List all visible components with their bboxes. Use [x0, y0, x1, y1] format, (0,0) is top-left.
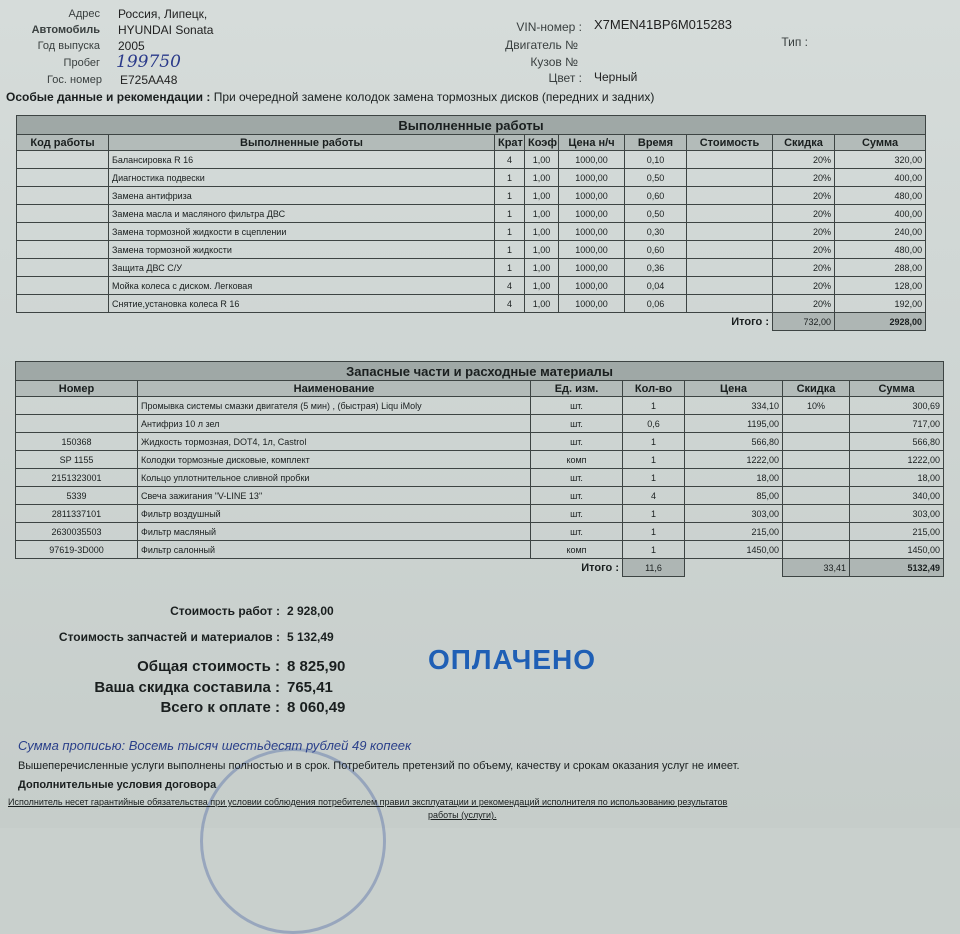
table-row — [17, 205, 926, 223]
works-cell-code — [17, 223, 109, 241]
car-label: Автомобиль — [31, 24, 100, 36]
works-total-label: Итого : — [731, 315, 769, 328]
table-row — [16, 505, 944, 523]
parts-cell-sum: 303,00 — [850, 505, 944, 523]
company-seal — [200, 748, 386, 934]
pay-value: 8 060,49 — [287, 699, 346, 716]
works-cell-sum: 480,00 — [835, 241, 926, 259]
notes-row — [6, 90, 654, 104]
works-cell-sum: 400,00 — [835, 205, 926, 223]
table-row — [16, 397, 944, 415]
works-cell-time: 0,60 — [625, 241, 687, 259]
works-cell-name: Замена масла и масляного фильтра ДВС — [109, 205, 495, 223]
parts-cell-price: 566,80 — [685, 433, 783, 451]
parts-total-sum: 5132,49 — [850, 559, 944, 577]
works-cost-label: Стоимость работ : — [170, 604, 280, 618]
works-col-header: Код работы — [17, 135, 109, 151]
parts-col-header: Цена — [685, 381, 783, 397]
parts-cell-sum: 717,00 — [850, 415, 944, 433]
parts-cell-price: 85,00 — [685, 487, 783, 505]
parts-caption: Запасные части и расходные материалы — [16, 362, 944, 381]
works-cell-price: 1000,00 — [559, 259, 625, 277]
table-row — [17, 187, 926, 205]
works-cell-koef: 1,00 — [525, 187, 559, 205]
works-col-header: Стоимость — [687, 135, 773, 151]
table-row — [16, 451, 944, 469]
parts-col-header: Кол-во — [623, 381, 685, 397]
parts-cell-sum: 1450,00 — [850, 541, 944, 559]
parts-cell-discount — [783, 523, 850, 541]
works-cell-price: 1000,00 — [559, 151, 625, 169]
parts-cell-qty: 1 — [623, 451, 685, 469]
parts-cell-discount — [783, 541, 850, 559]
works-cell-cost — [687, 223, 773, 241]
works-total-discount: 732,00 — [773, 313, 835, 331]
parts-cell-name: Фильтр масляный — [138, 523, 531, 541]
completion-statement: Вышеперечисленные услуги выполнены полностью и в срок. Потребитель претензий по объему, качеству и срокам оказания услуг не имеет. — [18, 760, 740, 772]
mileage-label: Пробег — [63, 57, 100, 69]
works-cell-price: 1000,00 — [559, 187, 625, 205]
parts-total-label: Итого : — [581, 561, 619, 574]
parts-cell-num: 2630035503 — [16, 523, 138, 541]
works-cell-discount: 20% — [773, 277, 835, 295]
parts-cell-sum: 215,00 — [850, 523, 944, 541]
works-cell-time: 0,60 — [625, 187, 687, 205]
works-cell-time: 0,50 — [625, 169, 687, 187]
works-caption: Выполненные работы — [17, 116, 926, 135]
mileage-value: 199750 — [116, 52, 181, 72]
works-header-row — [17, 135, 926, 151]
works-cell-time: 0,10 — [625, 151, 687, 169]
parts-cell-name: Фильтр салонный — [138, 541, 531, 559]
works-cell-name: Замена тормозной жидкости — [109, 241, 495, 259]
parts-cell-discount — [783, 451, 850, 469]
vin-label: VIN-номер : — [516, 20, 582, 34]
parts-cell-qty: 1 — [623, 541, 685, 559]
works-cell-cost — [687, 187, 773, 205]
parts-cell-sum: 300,69 — [850, 397, 944, 415]
works-col-header: Выполненные работы — [109, 135, 495, 151]
notes-value: При очередной замене колодок замена тормозных дисков (передних и задних) — [213, 90, 655, 104]
parts-cost-label: Стоимость запчастей и материалов : — [58, 630, 280, 644]
table-row — [16, 487, 944, 505]
works-cell-krat: 1 — [495, 241, 525, 259]
parts-cell-unit: шт. — [531, 397, 623, 415]
parts-cell-qty: 0,6 — [623, 415, 685, 433]
parts-cell-num: 2811337101 — [16, 505, 138, 523]
table-row — [16, 523, 944, 541]
type-label: Тип : — [781, 35, 808, 49]
works-cell-sum: 320,00 — [835, 151, 926, 169]
works-cell-code — [17, 187, 109, 205]
parts-cell-name: Кольцо уплотнительное сливной пробки — [138, 469, 531, 487]
works-cell-name: Замена антифриза — [109, 187, 495, 205]
body-label: Кузов № — [530, 55, 578, 69]
parts-col-header: Сумма — [850, 381, 944, 397]
works-cell-krat: 1 — [495, 223, 525, 241]
works-total-row — [17, 313, 926, 331]
table-row — [17, 151, 926, 169]
parts-col-header: Наименование — [138, 381, 531, 397]
works-cell-sum: 128,00 — [835, 277, 926, 295]
parts-cell-discount — [783, 505, 850, 523]
works-cell-name: Защита ДВС С/У — [109, 259, 495, 277]
parts-cell-num: 5339 — [16, 487, 138, 505]
parts-cell-discount — [783, 433, 850, 451]
works-cell-koef: 1,00 — [525, 169, 559, 187]
parts-cell-sum: 340,00 — [850, 487, 944, 505]
works-cell-cost — [687, 259, 773, 277]
plate-label: Гос. номер — [47, 74, 102, 86]
works-cell-discount: 20% — [773, 205, 835, 223]
parts-cell-name: Фильтр воздушный — [138, 505, 531, 523]
parts-cell-sum: 18,00 — [850, 469, 944, 487]
parts-cell-unit: шт. — [531, 505, 623, 523]
works-cell-koef: 1,00 — [525, 277, 559, 295]
works-cell-krat: 4 — [495, 151, 525, 169]
parts-cell-unit: шт. — [531, 523, 623, 541]
works-cell-koef: 1,00 — [525, 223, 559, 241]
year-value: 2005 — [118, 39, 145, 53]
works-cell-sum: 240,00 — [835, 223, 926, 241]
plate-value: Е725АА48 — [120, 73, 178, 87]
amount-in-words: Сумма прописью: Восемь тысяч шестьдесят рублей 49 копеек — [18, 738, 412, 753]
table-row — [16, 541, 944, 559]
works-cell-price: 1000,00 — [559, 295, 625, 313]
works-col-header: Крат — [495, 135, 525, 151]
works-cell-koef: 1,00 — [525, 205, 559, 223]
parts-table — [15, 361, 944, 577]
works-cell-price: 1000,00 — [559, 241, 625, 259]
table-row — [17, 259, 926, 277]
parts-cell-num: 2151323001 — [16, 469, 138, 487]
table-row — [16, 415, 944, 433]
parts-cell-price: 215,00 — [685, 523, 783, 541]
parts-cell-name: Промывка системы смазки двигателя (5 мин) , (быстрая) Liqu iMoly — [138, 397, 531, 415]
total-cost-value: 8 825,90 — [287, 658, 346, 675]
parts-cell-unit: шт. — [531, 487, 623, 505]
works-cell-discount: 20% — [773, 187, 835, 205]
works-cell-krat: 1 — [495, 259, 525, 277]
table-row — [17, 223, 926, 241]
parts-cell-unit: шт. — [531, 469, 623, 487]
parts-cell-qty: 1 — [623, 433, 685, 451]
works-cell-code — [17, 169, 109, 187]
car-value: HYUNDAI Sonata — [118, 23, 214, 37]
table-row — [17, 241, 926, 259]
works-total-sum: 2928,00 — [835, 313, 926, 331]
works-cell-cost — [687, 295, 773, 313]
parts-cell-unit: шт. — [531, 415, 623, 433]
parts-cell-unit: комп — [531, 451, 623, 469]
color-value: Черный — [594, 70, 638, 84]
parts-cell-name: Антифриз 10 л зел — [138, 415, 531, 433]
parts-cell-sum: 566,80 — [850, 433, 944, 451]
parts-cell-qty: 1 — [623, 469, 685, 487]
parts-cost-value: 5 132,49 — [287, 630, 334, 644]
parts-cell-num: 97619-3D000 — [16, 541, 138, 559]
works-cell-cost — [687, 277, 773, 295]
parts-cell-price: 1195,00 — [685, 415, 783, 433]
parts-cell-discount — [783, 487, 850, 505]
works-cell-koef: 1,00 — [525, 295, 559, 313]
works-cell-sum: 400,00 — [835, 169, 926, 187]
parts-col-header: Номер — [16, 381, 138, 397]
vin-value: X7MEN41BP6M015283 — [594, 17, 733, 32]
works-cell-sum: 288,00 — [835, 259, 926, 277]
table-row — [17, 295, 926, 313]
works-cell-time: 0,36 — [625, 259, 687, 277]
parts-total-row — [16, 559, 944, 577]
works-col-header: Сумма — [835, 135, 926, 151]
works-cell-cost — [687, 241, 773, 259]
parts-cell-num: SP 1155 — [16, 451, 138, 469]
works-cell-name: Диагностика подвески — [109, 169, 495, 187]
color-label: Цвет : — [548, 71, 582, 85]
conditions-title: Дополнительные условия договора — [18, 779, 217, 791]
works-cell-discount: 20% — [773, 241, 835, 259]
total-cost-label: Общая стоимость : — [137, 658, 280, 675]
parts-cell-price: 303,00 — [685, 505, 783, 523]
address-label: Адрес — [68, 8, 100, 20]
works-cell-code — [17, 241, 109, 259]
works-cell-code — [17, 205, 109, 223]
works-cell-price: 1000,00 — [559, 205, 625, 223]
works-cell-time: 0,04 — [625, 277, 687, 295]
table-row — [17, 277, 926, 295]
parts-cell-name: Свеча зажигания "V-LINE 13" — [138, 487, 531, 505]
parts-cell-price: 1222,00 — [685, 451, 783, 469]
pay-label: Всего к оплате : — [160, 699, 280, 716]
works-col-header: Время — [625, 135, 687, 151]
works-cell-krat: 1 — [495, 187, 525, 205]
parts-total-discount: 33,41 — [783, 559, 850, 577]
works-cell-name: Замена тормозной жидкости в сцеплении — [109, 223, 495, 241]
works-cell-krat: 1 — [495, 205, 525, 223]
works-cell-price: 1000,00 — [559, 169, 625, 187]
parts-cell-price: 1450,00 — [685, 541, 783, 559]
parts-cell-num — [16, 415, 138, 433]
works-col-header: Скидка — [773, 135, 835, 151]
parts-col-header: Ед. изм. — [531, 381, 623, 397]
works-cell-time: 0,50 — [625, 205, 687, 223]
parts-cell-discount: 10% — [783, 397, 850, 415]
address-value: Россия, Липецк, — [118, 7, 208, 21]
works-cell-discount: 20% — [773, 259, 835, 277]
parts-cell-unit: шт. — [531, 433, 623, 451]
engine-label: Двигатель № — [505, 38, 578, 52]
parts-cell-qty: 1 — [623, 523, 685, 541]
works-cell-price: 1000,00 — [559, 223, 625, 241]
parts-header-row — [16, 381, 944, 397]
works-cell-koef: 1,00 — [525, 259, 559, 277]
parts-col-header: Скидка — [783, 381, 850, 397]
table-row — [16, 433, 944, 451]
parts-cell-name: Жидкость тормозная, DOT4, 1л, Castrol — [138, 433, 531, 451]
warranty-line-1: Исполнитель несет гарантийные обязательства при условии соблюдения потребителем правил эксплуатации и рекомендаций исполнителя по использованию результатов — [8, 797, 728, 807]
works-col-header: Цена н/ч — [559, 135, 625, 151]
works-table — [16, 115, 926, 331]
works-cell-krat: 4 — [495, 295, 525, 313]
works-cell-koef: 1,00 — [525, 241, 559, 259]
works-cell-krat: 4 — [495, 277, 525, 295]
works-cell-sum: 192,00 — [835, 295, 926, 313]
works-cell-krat: 1 — [495, 169, 525, 187]
works-cell-cost — [687, 151, 773, 169]
works-cell-price: 1000,00 — [559, 277, 625, 295]
table-row — [17, 169, 926, 187]
works-cell-sum: 480,00 — [835, 187, 926, 205]
notes-label: Особые данные и рекомендации : — [6, 90, 211, 104]
works-cell-discount: 20% — [773, 295, 835, 313]
discount-value: 765,41 — [287, 679, 333, 696]
parts-cell-num: 150368 — [16, 433, 138, 451]
parts-cell-price: 18,00 — [685, 469, 783, 487]
paid-stamp: ОПЛАЧЕНО — [428, 644, 596, 675]
parts-cell-name: Колодки тормозные дисковые, комплект — [138, 451, 531, 469]
works-cell-cost — [687, 169, 773, 187]
works-col-header: Коэф — [525, 135, 559, 151]
works-cell-code — [17, 295, 109, 313]
parts-cell-qty: 1 — [623, 397, 685, 415]
works-cell-code — [17, 259, 109, 277]
parts-cell-qty: 4 — [623, 487, 685, 505]
year-label: Год выпуска — [37, 40, 100, 52]
works-cell-name: Балансировка R 16 — [109, 151, 495, 169]
parts-cell-discount — [783, 469, 850, 487]
works-cell-discount: 20% — [773, 151, 835, 169]
works-cell-cost — [687, 205, 773, 223]
works-cell-time: 0,06 — [625, 295, 687, 313]
works-cell-name: Мойка колеса с диском. Легковая — [109, 277, 495, 295]
works-cell-code — [17, 151, 109, 169]
works-cost-value: 2 928,00 — [287, 604, 334, 618]
works-cell-discount: 20% — [773, 223, 835, 241]
discount-label: Ваша скидка составила : — [94, 679, 280, 696]
parts-cell-unit: комп — [531, 541, 623, 559]
parts-cell-price: 334,10 — [685, 397, 783, 415]
works-cell-time: 0,30 — [625, 223, 687, 241]
parts-cell-discount — [783, 415, 850, 433]
works-cell-discount: 20% — [773, 169, 835, 187]
works-cell-code — [17, 277, 109, 295]
parts-cell-qty: 1 — [623, 505, 685, 523]
parts-cell-num — [16, 397, 138, 415]
works-cell-koef: 1,00 — [525, 151, 559, 169]
warranty-line-2: работы (услуги). — [428, 810, 497, 820]
parts-cell-sum: 1222,00 — [850, 451, 944, 469]
parts-total-qty: 11,6 — [623, 559, 685, 577]
works-cell-name: Снятие,установка колеса R 16 — [109, 295, 495, 313]
table-row — [16, 469, 944, 487]
